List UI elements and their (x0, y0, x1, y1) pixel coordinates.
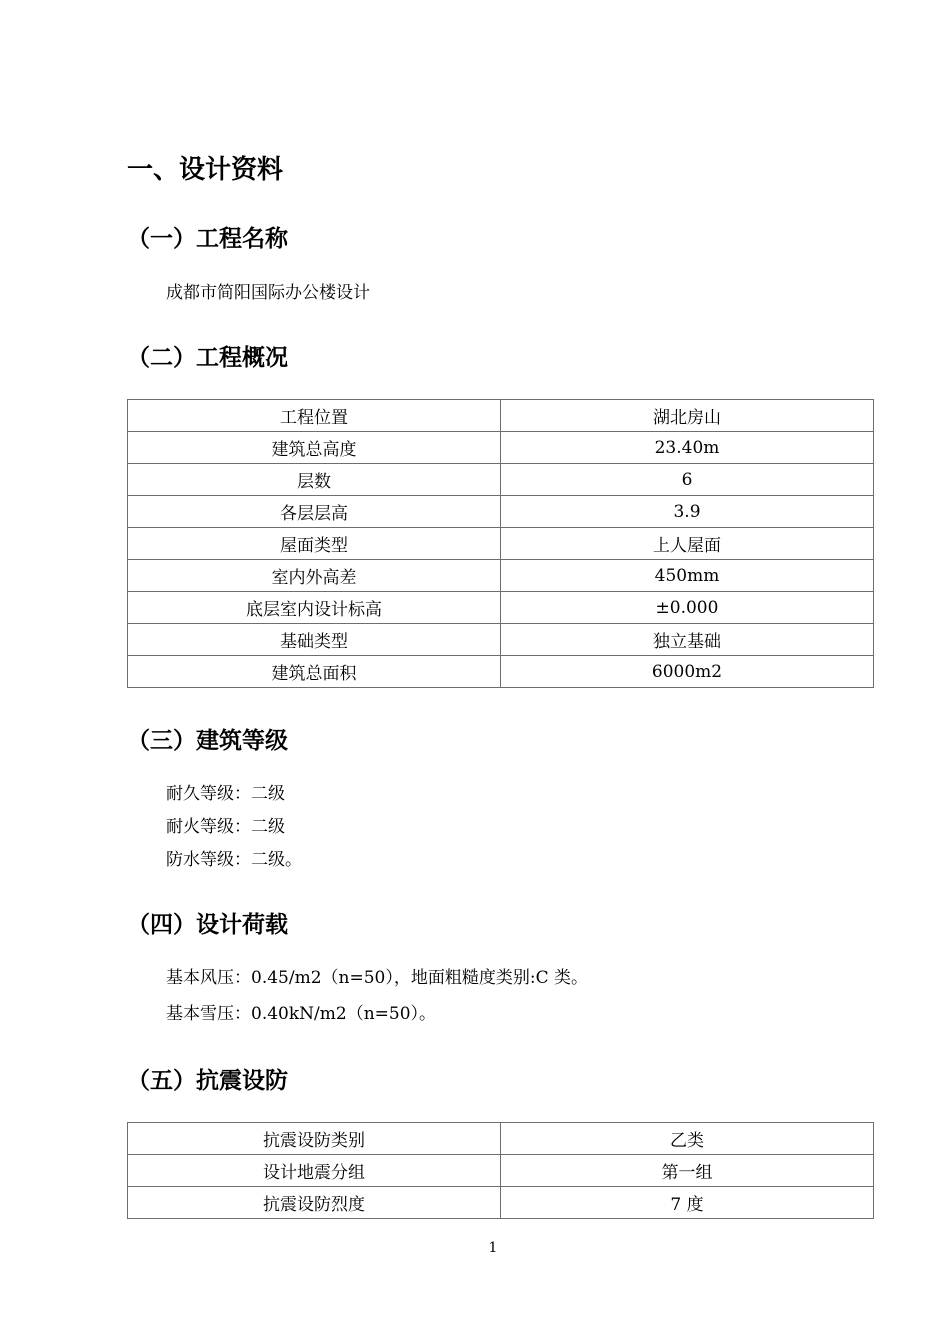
main-heading: 一、设计资料 (127, 155, 284, 185)
table-cell-value: 上人屋面 (501, 528, 874, 560)
table-cell-label: 建筑总面积 (128, 656, 501, 688)
load-snow: 基本雪压：0.40kN/m2（n=50）。 (166, 1004, 437, 1024)
table-cell-value: 3.9 (501, 496, 874, 528)
grade-fire: 耐火等级：二级 (166, 817, 285, 837)
table-row (128, 496, 874, 528)
load-wind: 基本风压：0.45/m2（n=50），地面粗糙度类别:C 类。 (166, 968, 588, 988)
seismic-table (127, 1122, 874, 1219)
table-cell-value: 7 度 (501, 1187, 874, 1219)
table-cell-label: 基础类型 (128, 624, 501, 656)
table-row (128, 528, 874, 560)
table-cell-value: 6 (501, 464, 874, 496)
table-cell-label: 屋面类型 (128, 528, 501, 560)
table-cell-value: 乙类 (501, 1123, 874, 1155)
project-name-text: 成都市简阳国际办公楼设计 (166, 283, 370, 303)
table-cell-label: 室内外高差 (128, 560, 501, 592)
section-title-seismic: （五）抗震设防 (127, 1068, 288, 1094)
section-title-grade: （三）建筑等级 (127, 728, 288, 754)
table-cell-value: 450mm (501, 560, 874, 592)
table-cell-label: 各层层高 (128, 496, 501, 528)
grade-durability: 耐久等级：二级 (166, 784, 285, 804)
table-cell-value: 湖北房山 (501, 400, 874, 432)
table-row (128, 592, 874, 624)
section-title-overview: （二）工程概况 (127, 345, 288, 371)
table-row (128, 400, 874, 432)
section-title-load: （四）设计荷载 (127, 912, 288, 938)
page-number: 1 (488, 1240, 498, 1256)
table-cell-label: 设计地震分组 (128, 1155, 501, 1187)
table-row (128, 432, 874, 464)
table-row (128, 464, 874, 496)
table-row (128, 624, 874, 656)
table-cell-label: 抗震设防类别 (128, 1123, 501, 1155)
section-title-project-name: （一）工程名称 (127, 226, 288, 252)
table-row (128, 1155, 874, 1187)
table-cell-value: 6000m2 (501, 656, 874, 688)
table-row (128, 560, 874, 592)
table-row (128, 1123, 874, 1155)
table-row (128, 656, 874, 688)
table-cell-value: ±0.000 (501, 592, 874, 624)
grade-waterproof: 防水等级：二级。 (166, 850, 302, 870)
table-cell-value: 第一组 (501, 1155, 874, 1187)
table-cell-label: 底层室内设计标高 (128, 592, 501, 624)
table-cell-label: 工程位置 (128, 400, 501, 432)
table-cell-label: 层数 (128, 464, 501, 496)
overview-table (127, 399, 874, 688)
table-cell-value: 独立基础 (501, 624, 874, 656)
table-cell-value: 23.40m (501, 432, 874, 464)
table-row (128, 1187, 874, 1219)
table-cell-label: 抗震设防烈度 (128, 1187, 501, 1219)
table-cell-label: 建筑总高度 (128, 432, 501, 464)
